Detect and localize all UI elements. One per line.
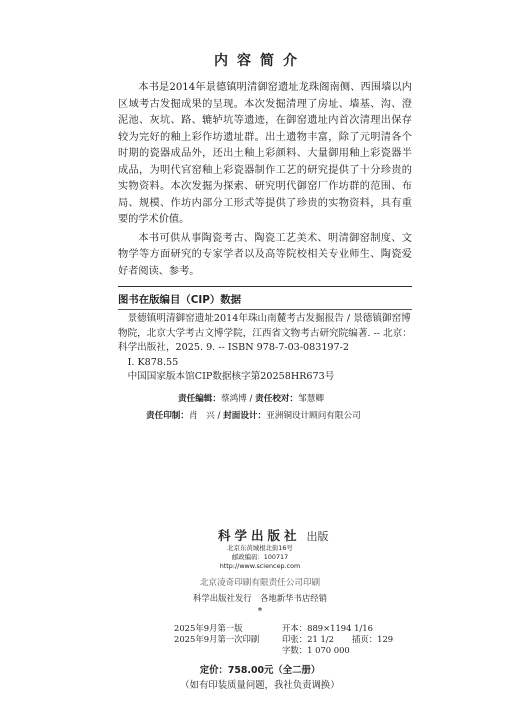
publisher-action: 出版 xyxy=(306,530,329,543)
cip-classification: Ⅰ. K878.55 xyxy=(127,356,179,368)
credit-line-editors: 责任编辑：蔡鸿博 / 责任校对：邹慧卿 xyxy=(178,394,324,404)
proofreader-label: 责任校对： xyxy=(255,394,299,404)
cover-designer-name: 亚洲铜设计顾问有限公司 xyxy=(266,411,361,421)
quality-notice: （如有印装质量问题，我社负责调换） xyxy=(180,680,340,691)
editor-label: 责任编辑： xyxy=(178,394,221,404)
printer-line: 北京凌奇印刷有限责任公司印刷 xyxy=(199,578,321,588)
separator-star: * xyxy=(257,607,263,617)
format: 开本：889×1194 1/16 xyxy=(282,623,373,633)
cip-body xyxy=(118,312,412,385)
cip-divider xyxy=(118,309,412,310)
cip-record-number: 中国国家版本馆CIP数据核字第20258HR673号 xyxy=(127,371,335,382)
distribution-line: 科学出版社发行 各地新华书店经销 xyxy=(193,593,327,603)
credit-line-production: 责任印制：肖 兴 / 封面设计：亚洲铜设计顾问有限公司 xyxy=(146,411,361,421)
cover-design-label: 封面设计： xyxy=(223,411,267,421)
publisher-line xyxy=(218,526,329,544)
cip-title: 图书在版编目（CIP）数据 xyxy=(118,294,242,306)
specs-row-wordcount xyxy=(174,645,412,656)
proofreader-name: 邹慧卿 xyxy=(298,394,324,404)
publisher-address: 北京东黄城根北街16号 xyxy=(227,544,293,552)
publisher-name: 科学出版社 xyxy=(218,528,301,543)
publisher-website: http://www.sciencep.com xyxy=(219,562,301,570)
summary-title: 内容简介 xyxy=(214,53,306,69)
publisher-postcode: 邮政编码：100717 xyxy=(231,553,289,561)
specs-row-edition xyxy=(174,623,412,634)
summary-text xyxy=(118,80,412,280)
summary-paragraph-1: 本书是2014年景德镇明清御窑遗址龙珠阁南侧、西围墙以内区域考古发掘成果的呈现。本次发掘清理了房址、墙基、沟、澄泥池、灰坑、路、辘轳坑等遗迹，在御窑遗址内首次清理出保存较为完好的釉上彩作坊遗址群。出土遗物丰富，除了元明清各个时期的瓷器成品外，还出土釉上彩颜料、大量御用釉上彩瓷器半成品，为明代官窑釉上彩瓷器制作工艺的研究提供了十分珍贵的实物资料。本次发掘为探索、研究明代御窑厂作坊群的范围、布局、规模、作坊内部分工形式等提供了珍贵的实物资料，具有重要的学术价值。 xyxy=(118,82,412,225)
editor-name: 蔡鸿博 xyxy=(220,394,247,404)
plates: 插页：129 xyxy=(352,634,394,644)
printing: 2025年9月第一次印刷 xyxy=(174,634,260,644)
edition: 2025年9月第一版 xyxy=(174,623,243,633)
price: 定价：758.00元（全二册） xyxy=(199,665,321,676)
cip-block xyxy=(118,286,412,385)
cip-entry: 景德镇明清御窑遗址2014年珠山南麓考古发掘报告 / 景德镇御窑博物院，北京大学考古文博学院，江西省文物考古研究院编著. -- 北京：科学出版社，2025. 9. -- ISBN 978-7-03-083197-2 xyxy=(118,313,412,353)
summary-paragraph-2: 本书可供从事陶瓷考古、陶瓷工艺美术、明清御窑制度、文物学等方面研究的专家学者以及高等院校相关专业师生、陶瓷爱好者阅读、参考。 xyxy=(118,232,412,277)
cip-top-rule xyxy=(118,286,412,287)
print-supervisor-name: 肖 兴 xyxy=(188,411,215,421)
sheets: 印张：21 1/2 xyxy=(282,634,334,644)
word-count: 字数：1 070 000 xyxy=(282,645,350,655)
specs-row-printing xyxy=(174,634,412,645)
edition-specs xyxy=(174,623,412,656)
print-supervisor-label: 责任印制： xyxy=(146,411,189,421)
